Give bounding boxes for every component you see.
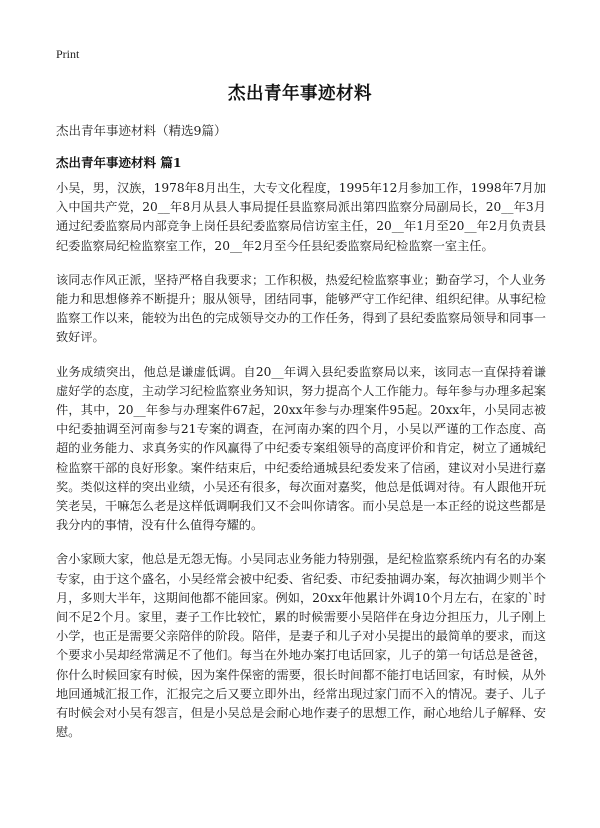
- paragraph-family: 舍小家顾大家，他总是无怨无悔。小吴同志业务能力特别强，是纪检监察系统内有名的办案专家，由于这个盛名，小吴经常会被中纪委、省纪委、市纪委抽调办案，每次抽调少则半个月，多则大半年，这期间他都不能回家。例如，20xx年他累计外调10个月左右，在家的`时间不足2个月。家里，妻子工作比较忙，累的时候需要小吴陪伴在身边分担压力，儿子刚上小学，也正是需要父亲陪伴的阶段。陪伴，是妻子和儿子对小吴提出的最简单的要求，而这个要求小吴却经常满足不了他们。每当在外地办案打电话回家，儿子的第一句话总是爸爸，你什么时候回家有时候，因为案件保密的需要，很长时间都不能打电话回家，有时候，从外地回通城汇报工作，汇报完之后又要立即外出，经常出现过家门而不入的情况。妻子、儿子有时候会对小吴有怨言，但是小吴总是会耐心地作妻子的思想工作，耐心地给儿子解释、安慰。: [56, 552, 546, 740]
- document-body: [56, 179, 546, 757]
- document-subtitle: 杰出青年事迹材料（精选9篇）: [56, 123, 227, 138]
- page-title: 杰出青年事迹材料: [228, 84, 372, 104]
- paragraph-intro: 小吴，男，汉族，1978年8月出生，大专文化程度，1995年12月参加工作，1998年7月加入中国共产党，20__年8月从县人事局提任县监察局派出第四监察分局副局长，20__年3月通过纪委监察局内部竞争上岗任县纪委监察局信访室主任，20__年1月至20__年2月负责县纪委监察局纪检监察室工作，20__年2月至今任县纪委监察局纪检监察一室主任。: [56, 181, 546, 253]
- paragraph-character: 该同志作风正派，坚持严格自我要求；工作积极，热爱纪检监察事业；勤奋学习，个人业务能力和思想修养不断提升；服从领导，团结同事，能够严守工作纪律、组织纪律。从事纪检监察工作以来，能较为出色的完成领导交办的工作任务，得到了县纪委监察局领导和同事一致好评。: [56, 272, 546, 345]
- print-link[interactable]: Print: [56, 47, 80, 61]
- section-heading: 杰出青年事迹材料 篇1: [56, 155, 182, 170]
- paragraph-achievements: 业务成绩突出，他总是谦虚低调。自20__年调入县纪委监察局以来，该同志一直保持着谦虚好学的态度，主动学习纪检监察业务知识，努力提高个人工作能力。每年参与办理多起案件，其中，20__年参与办理案件67起，20xx年参与办理案件95起。20xx年，小吴同志被中纪委抽调至河南参与21专案的调查，在河南办案的四个月，小吴以严谨的工作态度、高超的业务能力、求真务实的作风赢得了中纪委专案组领导的高度评价和肯定，树立了通城纪检监察干部的良好形象。案件结束后，中纪委给通城县纪委发来了信函，建议对小吴进行嘉奖。类似这样的突出业绩，小吴还有很多，每次面对嘉奖，他总是低调对待。有人跟他开玩笑老吴，干嘛怎么老是这样低调啊我们又不会叫你请客。而小吴总是一本正经的说这些都是我分内的事情，没有什么值得夸耀的。: [56, 364, 546, 533]
